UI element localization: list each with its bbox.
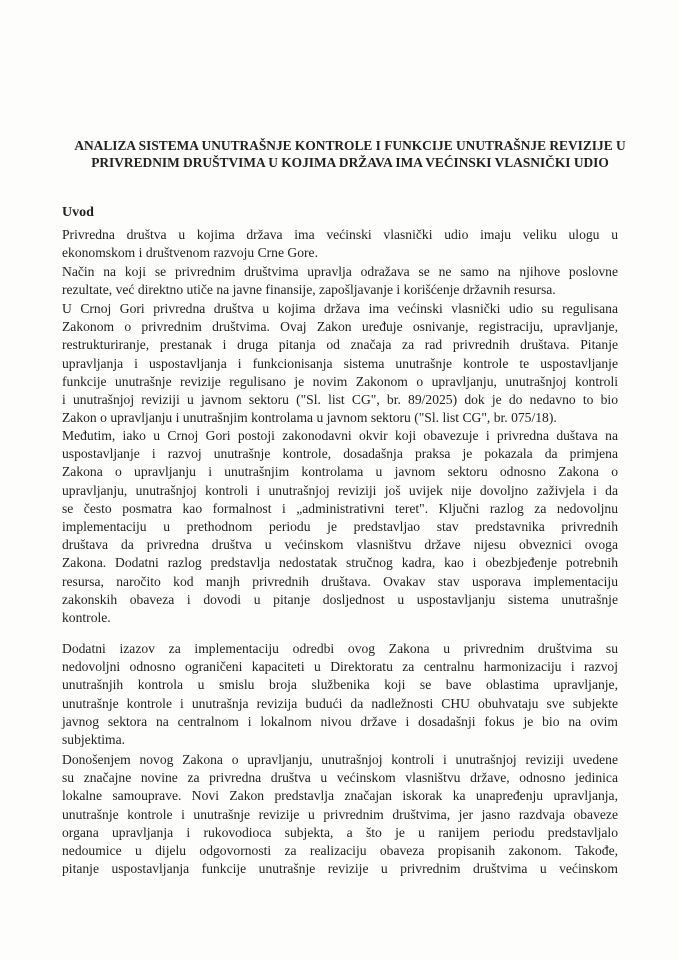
paragraph-line: se često posmatra kao formalnost i „administrativni teret". Ključni razlog za nedovoljnu [62,500,618,516]
paragraph [62,263,618,299]
paragraph-line: kontrole. [62,610,111,626]
paragraph-line: rezultate, već direktno utiče na javne finansije, zapošljavanje i korišćenje državnih resursa. [62,282,556,298]
paragraph-line: Međutim, iako u Crnoj Gori postoji zakonodavni okvir koji obavezuje i privredna duštava na [62,428,618,443]
paragraph-line: lokalne samouprave. Novi Zakon predstavlja značajan iskorak ka unapređenju upravljanja, [62,788,618,804]
paragraph-line: unutrašnje kontrole i unutrašnja revizija budući da nadležnosti CHU obuhvataju sve subjekte [62,695,618,711]
paragraph-line: subjektima. [62,732,126,748]
paragraph-line: nedovoljni odnosno ograničeni kapaciteti u Direktoratu za centralnu harmonizaciju i razvoj [62,659,618,675]
paragraph [62,427,618,627]
section-heading: Uvod [62,205,94,220]
paragraph-line: Zakonom o privrednim društvima. Ovaj Zakon uređuje osnivanje, registraciju, upravljanje, [62,319,618,335]
paragraph-line: Dodatni izazov za implementaciju odredbi ovog Zakona u privrednim društvima su [62,641,618,656]
paragraph-line: pitanje uspostavljanja funkcije unutrašnje revizije u privrednim društvima u većinskom [62,861,618,877]
document-title [40,137,660,171]
paragraph-line: javnog sektora na centralnom i lokalnom nivou države i dosadašnji fokus je bio na ovim [62,713,618,729]
paragraph-line: U Crnoj Gori privredna društva u kojima država ima većinski vlasnički udio su regulisana [62,301,618,316]
paragraph-line: Zakon o upravljanju i unutrašnjim kontrolama u javnom sektoru ("Sl. list CG", br. 075/18). [62,410,557,426]
title-line: PRIVREDNIM DRUŠTVIMA U KOJIMA DRŽAVA IMA VEĆINSKI VLASNIČKI UDIO [91,155,609,170]
paragraph-line: upravljanja i uspostavljanja i funkcionisanja sistema unutrašnje kontrole te uspostavljanje [62,355,618,371]
paragraph-line: organa upravljanja i rukovodioca subjekta, a što je u ranijem periodu predstavljalo [62,824,618,840]
paragraph-line: Način na koji se privrednim društvima upravlja odražava se ne samo na njihove poslovne [62,264,618,279]
paragraph-line: uspostavljanje i razvoj unutrašnje kontrole, dosadašnja praksa je pokazala da primjena [62,446,618,462]
paragraph-line: društava da privredna društva u većinskom vlasništvu države nijesu obveznici ovoga [62,537,618,553]
paragraph-line: ekonomskom i društvenom razvoju Crne Gore. [62,245,318,261]
paragraph-line: upravljanju, unutrašnjoj kontroli i unutrašnjoj reviziji još uvijek nije dovoljno zaživjela i da [62,482,618,498]
paragraph-line: resursa, naročito kod manjh privrednih društava. Ovakav stav usporava implementaciju [62,573,618,589]
paragraph-line: funkcije unutrašnje revizije regulisano je novim Zakonom o upravljanju, unutrašnjoj kontroli [62,373,618,389]
paragraph-line: Zakona. Dodatni razlog predstavlja nedostatak stručnog kadra, kao i obezbjeđenje potrebnih [62,555,618,571]
paragraph-line: zakonskih obaveza i dovodi u pitanje dosljednost u uspostavljanju sistema unutrašnje [62,591,618,607]
paragraph [62,640,618,749]
paragraph-line: su značajne novine za privredna društva u većinskom vlasništvu države, odnosno jedinica [62,770,618,786]
paragraph-line: Privredna društva u kojima država ima većinski vlasnički udio imaju veliku ulogu u [62,227,618,242]
paragraph-line: unutrašnjih kontrola u smislu broja službenika koji se bave oblastima upravljanje, [62,677,618,693]
title-line: ANALIZA SISTEMA UNUTRAŠNJE KONTROLE I FUNKCIJE UNUTRAŠNJE REVIZIJE U [74,138,626,153]
paragraph-line: Zakona o upravljanju i unutrašnjim kontrolama u javnom sektoru odnosno Zakona o [62,464,618,480]
paragraph-line: nedoumice u dijelu odgovornosti za realizaciju obaveza propisanih zakonom. Takođe, [62,843,618,859]
paragraph-line: implementaciju u prethodnom periodu je predstavljao stav predstavnika privrednih [62,519,618,535]
paragraph-line: Donošenjem novog Zakona o upravljanju, unutrašnjoj kontroli i unutrašnjoj reviziji uvedene [62,752,618,767]
paragraph-line: i unutrašnjoj reviziji u javnom sektoru ("Sl. list CG", br. 89/2025) dok je do nedavno to bio [62,392,618,408]
paragraph [62,226,618,262]
paragraph [62,751,618,878]
paragraph [62,300,618,427]
paragraph-line: restrukturiranje, prestanak i druga pitanja od značaja za rad privrednih društava. Pitanje [62,337,618,353]
paragraph-line: unutrašnje kontrole i unutrašnje revizije u privrednim društvima, jer jasno razdvaja obaveze [62,806,618,822]
